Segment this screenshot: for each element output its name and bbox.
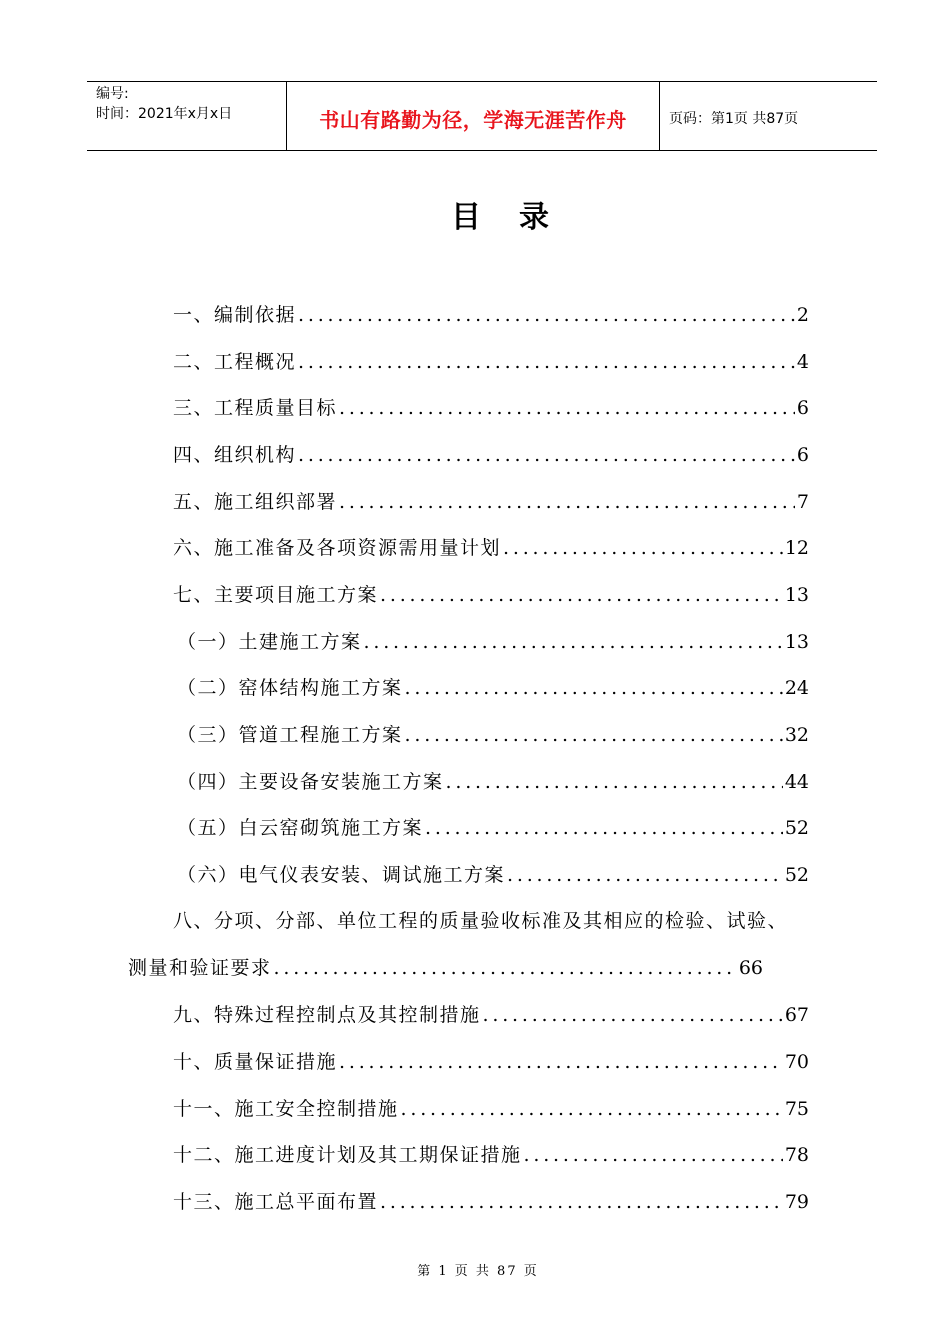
toc-entry-page: 79 xyxy=(784,1191,809,1213)
document-number-label: 编号: xyxy=(96,86,129,102)
toc-entry-title-line1[interactable]: 八、分项、分部、单位工程的质量验收标准及其相应的检验、试验、 xyxy=(173,910,789,932)
toc-entry-title: 十二、施工进度计划及其工期保证措施 xyxy=(173,1144,522,1166)
toc-leader-dots xyxy=(483,1004,783,1026)
toc-entry[interactable] xyxy=(177,767,809,797)
toc-entry[interactable] xyxy=(173,580,809,610)
toc-leader-dots xyxy=(405,724,783,746)
toc-entry-page: 67 xyxy=(784,1004,809,1026)
toc-entry[interactable] xyxy=(128,953,763,983)
document-header xyxy=(87,81,877,151)
toc-entry[interactable] xyxy=(173,487,809,517)
toc-entry-page: 13 xyxy=(784,631,809,653)
header-meta xyxy=(87,82,287,150)
toc-leader-dots xyxy=(405,677,783,699)
toc-entry-title: 六、施工准备及各项资源需用量计划 xyxy=(173,537,502,559)
toc-entry[interactable] xyxy=(173,393,809,423)
toc-entry-page: 6 xyxy=(796,444,809,466)
toc-entry-page: 78 xyxy=(784,1144,809,1166)
toc-entry[interactable] xyxy=(173,1047,809,1077)
toc-entry-title: 一、编制依据 xyxy=(173,304,297,326)
page-title: 目录 xyxy=(451,200,587,235)
toc-entry-title: （二）窑体结构施工方案 xyxy=(177,677,403,699)
toc-entry-title: 十三、施工总平面布置 xyxy=(173,1191,379,1213)
toc-entry[interactable] xyxy=(173,440,809,470)
toc-entry[interactable] xyxy=(173,533,809,563)
toc-entry-title: （四）主要设备安装施工方案 xyxy=(177,771,444,793)
toc-leader-dots xyxy=(339,491,795,513)
toc-leader-dots xyxy=(380,584,783,606)
toc-entry-page: 6 xyxy=(796,397,809,419)
toc-entry-title-line2: 测量和验证要求 xyxy=(128,957,272,979)
toc-entry-page: 4 xyxy=(796,351,809,373)
toc-leader-dots xyxy=(524,1144,783,1166)
toc-entry[interactable] xyxy=(177,860,809,890)
toc-leader-dots xyxy=(507,864,783,886)
toc-entry-title: （一）土建施工方案 xyxy=(177,631,362,653)
toc-entry-page: 12 xyxy=(784,537,809,559)
toc-leader-dots xyxy=(274,957,737,979)
toc-leader-dots xyxy=(503,537,783,559)
toc-entry[interactable] xyxy=(173,1140,809,1170)
toc-entry-title: 九、特殊过程控制点及其控制措施 xyxy=(173,1004,481,1026)
page-footer: 第 1 页 共 87 页 xyxy=(417,1264,539,1279)
toc-leader-dots xyxy=(401,1098,783,1120)
toc-entry[interactable] xyxy=(173,300,809,330)
toc-entry-page: 52 xyxy=(784,864,809,886)
toc-entry-title: （五）白云窑砌筑施工方案 xyxy=(177,817,424,839)
toc-entry-page: 7 xyxy=(796,491,809,513)
toc-leader-dots xyxy=(339,1051,783,1073)
toc-leader-dots xyxy=(380,1191,783,1213)
toc-leader-dots xyxy=(298,351,795,373)
toc-entry-page: 70 xyxy=(784,1051,809,1073)
toc-entry-title: （三）管道工程施工方案 xyxy=(177,724,403,746)
toc-entry[interactable] xyxy=(177,673,809,703)
toc-entry-title: 二、工程概况 xyxy=(173,351,297,373)
toc-entry-page: 66 xyxy=(738,957,763,979)
toc-leader-dots xyxy=(339,397,795,419)
toc-entry-page: 13 xyxy=(784,584,809,606)
toc-entry[interactable] xyxy=(173,1187,809,1217)
document-time-label: 时间：2021年x月x日 xyxy=(96,106,233,122)
toc-entry[interactable] xyxy=(177,627,809,657)
toc-leader-dots xyxy=(425,817,783,839)
toc-leader-dots xyxy=(364,631,783,653)
toc-leader-dots xyxy=(298,304,795,326)
toc-entry-page: 75 xyxy=(784,1098,809,1120)
toc-entry[interactable] xyxy=(173,1094,809,1124)
toc-leader-dots xyxy=(298,444,795,466)
toc-entry-title: 十一、施工安全控制措施 xyxy=(173,1098,399,1120)
toc-entry[interactable] xyxy=(177,813,809,843)
header-motto: 书山有路勤为径，学海无涯苦作舟 xyxy=(287,82,660,150)
toc-entry-title: 五、施工组织部署 xyxy=(173,491,338,513)
toc-entry-title: 三、工程质量目标 xyxy=(173,397,338,419)
toc-entry-title: 四、组织机构 xyxy=(173,444,297,466)
toc-entry-page: 2 xyxy=(796,304,809,326)
toc-entry-title: 十、质量保证措施 xyxy=(173,1051,338,1073)
header-page-info: 页码：第1页 共87页 xyxy=(669,111,799,127)
toc-entry[interactable] xyxy=(173,1000,809,1030)
toc-entry-page: 32 xyxy=(784,724,809,746)
toc-entry-page: 44 xyxy=(784,771,809,793)
toc-entry[interactable] xyxy=(177,720,809,750)
toc-entry[interactable] xyxy=(173,347,809,377)
toc-entry-title: （六）电气仪表安装、调试施工方案 xyxy=(177,864,506,886)
toc-leader-dots xyxy=(446,771,783,793)
toc-entry-page: 52 xyxy=(784,817,809,839)
toc-entry-title: 七、主要项目施工方案 xyxy=(173,584,379,606)
toc-entry-page: 24 xyxy=(784,677,809,699)
